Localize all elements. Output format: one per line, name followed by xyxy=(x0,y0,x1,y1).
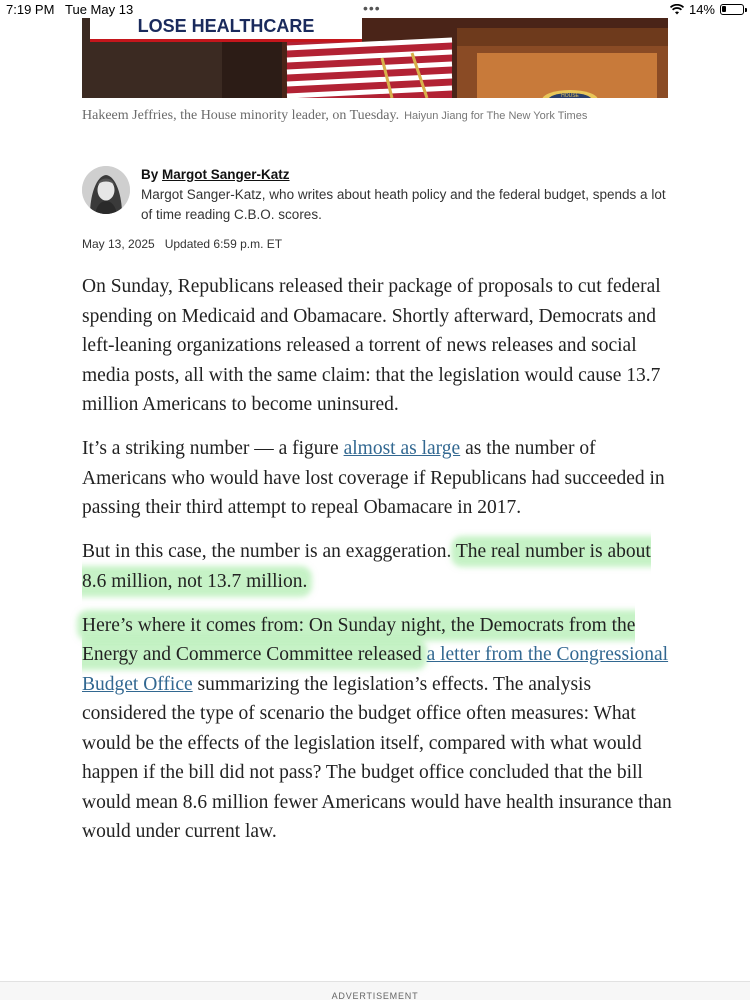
photo-caption xyxy=(82,108,682,124)
status-bar xyxy=(0,0,750,20)
author-portrait-icon xyxy=(82,166,130,214)
cbo-letter-link[interactable]: a letter from the Congressional Budget Office xyxy=(82,644,669,695)
author-avatar[interactable] xyxy=(82,166,130,214)
paragraph-text: On Sunday, Republicans released their package of proposals to cut federal spending on Medicaid and Obamacare. Shortly afterward, Democrats and left-leaning organizations released a torrent of news releases and social media posts, all with the same claim: that the legislation would cause 13.7 million Americans to become uninsured. xyxy=(82,276,661,415)
almost-as-large-link[interactable]: almost as large xyxy=(343,438,461,459)
highlighted-text: Here’s where it comes from: On Sunday night, the Democrats from the Energy and Commerce Committee released xyxy=(82,614,636,665)
byline-name xyxy=(141,166,671,184)
photo-credit: Haiyun Jiang for The New York Times xyxy=(404,110,588,122)
updated-time: Updated 6:59 p.m. ET xyxy=(164,237,283,251)
article-photo[interactable] xyxy=(82,18,668,98)
byline-text xyxy=(141,166,671,225)
article-paragraph xyxy=(82,272,672,420)
article-paragraph xyxy=(82,537,672,596)
multitasking-dots-icon[interactable]: ••• xyxy=(363,0,381,16)
publish-date: May 13, 2025 xyxy=(82,237,155,251)
advertisement-bar xyxy=(0,981,750,1000)
paragraph-text: as the number of Americans who would have lost coverage if Republicans had succeeded in passing their third attempt to repeal Obamacare in 2017. xyxy=(82,438,665,518)
status-time xyxy=(6,2,133,17)
highlighted-text: The real number is about 8.6 million, not 13.7 million. xyxy=(82,541,651,592)
paragraph-text: But in this case, the number is an exaggeration. xyxy=(82,541,456,562)
sign-text: LOSE HEALTHCARE xyxy=(137,18,315,36)
seal-text: HOUSE xyxy=(561,93,579,98)
photo-scene xyxy=(82,18,668,98)
byline xyxy=(82,166,682,226)
dateline xyxy=(82,237,282,251)
clock-time: 7:19 PM xyxy=(6,2,55,17)
advertisement-label: ADVERTISEMENT xyxy=(331,991,419,1001)
author-bio: Margot Sanger-Katz, who writes about heath policy and the federal budget, spends a lot of time reading C.B.O. scores. xyxy=(141,187,666,222)
caption-text: Hakeem Jeffries, the House minority leader, on Tuesday. xyxy=(82,108,400,123)
battery-icon xyxy=(720,4,744,15)
battery-percent: 14% xyxy=(688,2,715,17)
article-paragraph xyxy=(82,611,672,847)
status-right xyxy=(670,2,744,17)
wifi-icon xyxy=(670,4,684,15)
article-paragraph xyxy=(82,434,672,523)
byline-prefix: By xyxy=(141,167,159,182)
paragraph-text: summarizing the legislation’s effects. The analysis considered the type of scenario the budget office often measures: What would be the effects of the legislation itself, compared with what would happen if the bill did not pass? The budget office concluded that the bill would mean 8.6 million fewer Americans would have health insurance than would under current law. xyxy=(82,673,672,842)
paragraph-text: It’s a striking number — a figure xyxy=(82,438,344,459)
author-link[interactable]: Margot Sanger-Katz xyxy=(162,167,290,182)
article-body xyxy=(82,272,672,861)
status-date: Tue May 13 xyxy=(65,2,134,17)
